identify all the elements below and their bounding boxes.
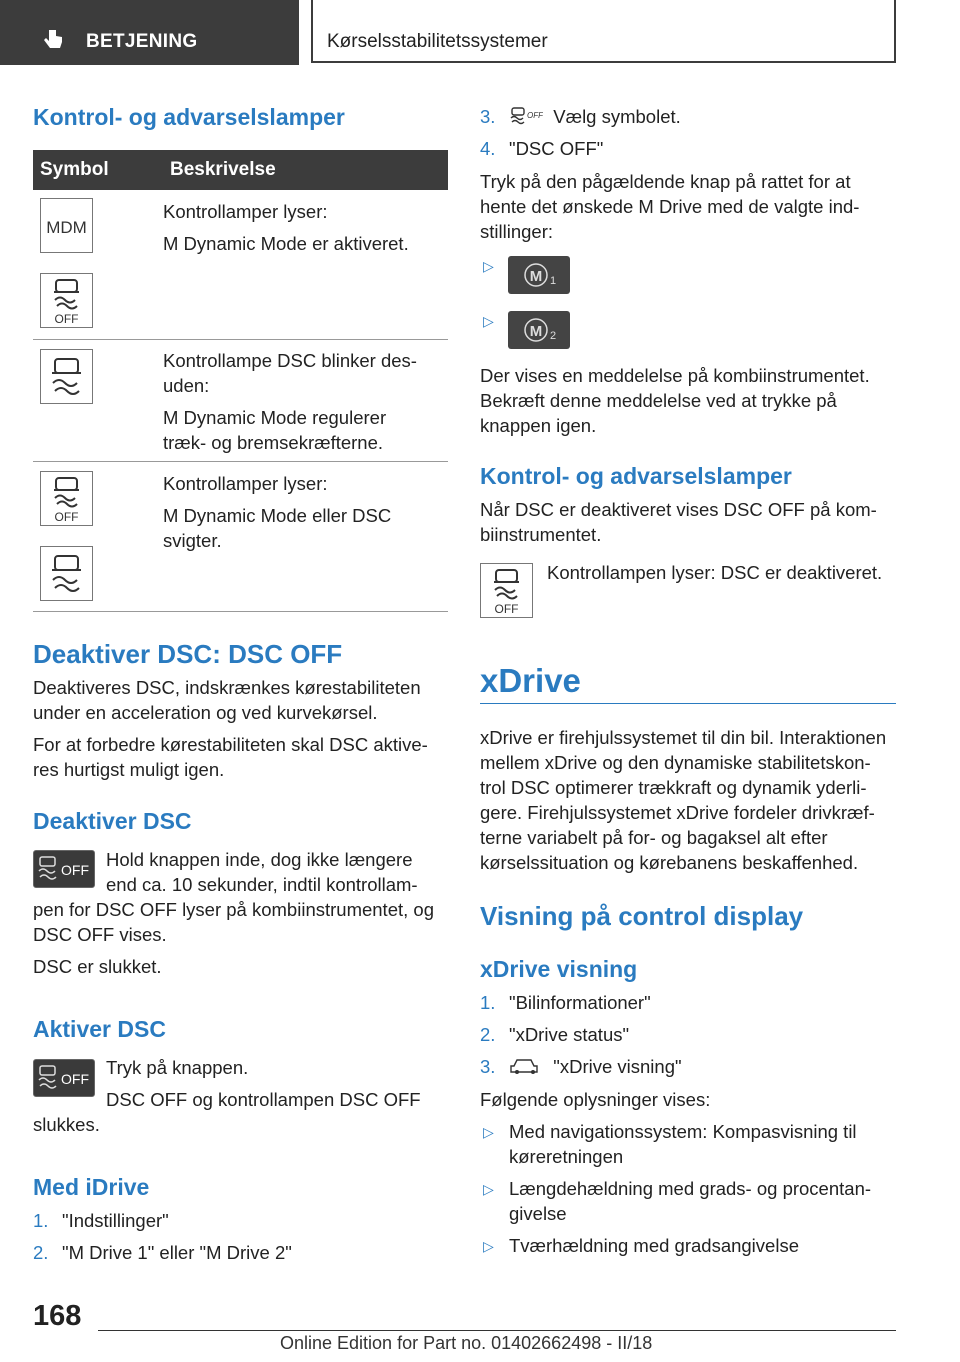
section-tab <box>0 0 299 65</box>
hand-pointer-icon <box>42 28 66 54</box>
symbol-table <box>33 150 448 190</box>
row-divider <box>33 339 448 340</box>
text-line: biinstrumentet. <box>480 524 602 545</box>
text-line: hente det ønskede M Drive med de valgte ind- <box>480 196 860 217</box>
heading-deaktiver-dsc: Deaktiver DSC <box>33 808 192 834</box>
list-item <box>33 1240 292 1265</box>
text-line: mellem xDrive og den dynamiske stabilitetskon- <box>480 752 871 773</box>
mdm-icon <box>40 198 93 253</box>
triangle-bullet-icon: ▷ <box>483 258 494 274</box>
heading-visning: Visning på control display <box>480 901 804 931</box>
row2-line: uden: <box>163 375 210 396</box>
heading-xdrive-visning: xDrive visning <box>480 956 638 982</box>
row3-line: svigter. <box>163 530 222 551</box>
list-text: "xDrive status" <box>509 1024 630 1045</box>
row1-text <box>163 199 409 256</box>
text-line: For at forbedre kørestabiliteten skal DSC aktive- <box>33 734 428 755</box>
triangle-bullet-icon: ▷ <box>483 1238 494 1254</box>
para-meddelelse <box>480 363 870 438</box>
header-symbol: Symbol <box>33 150 170 190</box>
list-text: "xDrive visning" <box>553 1056 682 1077</box>
list-number: 2. <box>480 1024 496 1045</box>
dsc-off-button-icon <box>33 850 95 888</box>
heading-xdrive: xDrive <box>480 662 581 699</box>
svg-text:M: M <box>529 323 543 340</box>
text-line: gere. Firehjulssystemet xDrive fordeler drivkræf- <box>480 802 875 823</box>
text-line: DSC er slukket. <box>33 956 162 977</box>
footer-edition: Online Edition for Part no. 01402662498 - II/18 <box>280 1333 653 1353</box>
heading-kontrol-lamper-right: Kontrol- og advarselslamper <box>480 463 792 489</box>
text-line: under en acceleration og ved kurvekørsel. <box>33 702 378 723</box>
para-xdrive <box>480 725 886 875</box>
list-item <box>480 1119 871 1169</box>
text-line: end ca. 10 sekunder, indtil kontrollam- <box>106 874 418 895</box>
row1-line: M Dynamic Mode er aktiveret. <box>163 233 409 254</box>
dsc-off-button-icon <box>33 1059 95 1097</box>
text-line: DSC OFF vises. <box>33 924 167 945</box>
text-line: Med navigationssystem: Kompasvisning til <box>509 1121 857 1142</box>
svg-text:2: 2 <box>549 330 557 342</box>
para-nar-dsc <box>480 497 877 547</box>
row1-line: Kontrollamper lyser: <box>163 201 328 222</box>
step-4 <box>480 136 603 161</box>
text-line: Længdehældning med grads- og procentan- <box>509 1178 872 1199</box>
row3-text <box>163 471 391 553</box>
footer-rule <box>98 1330 896 1331</box>
svg-text:MDM: MDM <box>46 218 87 237</box>
list-text: Vælg symbolet. <box>553 106 681 127</box>
chapter-box <box>311 0 896 63</box>
heading-aktiver-dsc: Aktiver DSC <box>33 1016 166 1042</box>
row-divider <box>33 611 448 612</box>
bullet-list <box>480 1119 871 1258</box>
list-text: "Bilinformationer" <box>509 992 651 1013</box>
svg-text:M: M <box>529 268 543 285</box>
para-tryk-rattet <box>480 169 859 244</box>
row2-line: Kontrollampe DSC blinker des- <box>163 350 417 371</box>
heading-rule <box>480 703 896 704</box>
list-number: 1. <box>33 1210 49 1231</box>
header-beskrivelse: Beskrivelse <box>170 150 448 190</box>
list-number: 1. <box>480 992 496 1013</box>
svg-text:OFF: OFF <box>61 1071 89 1087</box>
list-text: "Indstillinger" <box>62 1210 169 1231</box>
para-hold-knappen-a <box>106 847 418 897</box>
para-folgende: Følgende oplysninger vises: <box>480 1089 711 1110</box>
row2-line: træk- og bremsekræfterne. <box>163 432 384 453</box>
svg-text:1: 1 <box>549 275 557 287</box>
dsc-off-icon <box>40 273 93 328</box>
list-item <box>480 1022 682 1047</box>
list-item <box>480 1054 682 1079</box>
triangle-bullet-icon: ▷ <box>483 1181 494 1197</box>
text-line: Deaktiveres DSC, indskrænkes kørestabiliteten <box>33 677 421 698</box>
row3-line: M Dynamic Mode eller DSC <box>163 505 392 526</box>
para-dsc-slukkes-b: slukkes. <box>33 1114 100 1135</box>
row2-line: M Dynamic Mode regulerer <box>163 407 387 428</box>
dsc-icon <box>40 349 93 404</box>
text-line: res hurtigst muligt igen. <box>33 759 225 780</box>
text-line: køreretningen <box>509 1146 624 1167</box>
row3-line: Kontrollamper lyser: <box>163 473 328 494</box>
para-tryk: Tryk på knappen. <box>106 1057 249 1078</box>
list-number: 3. <box>480 1056 496 1077</box>
heading-kontrol-lamper: Kontrol- og advarselslamper <box>33 104 345 130</box>
dsc-off-icon <box>480 563 533 618</box>
idrive-list <box>33 1208 292 1265</box>
svg-text:OFF: OFF <box>54 312 79 326</box>
dsc-icon <box>40 546 93 601</box>
list-item <box>480 1233 871 1258</box>
text-line: knappen igen. <box>480 415 597 436</box>
step-3 <box>480 104 681 129</box>
list-text: "M Drive 1" eller "M Drive 2" <box>62 1242 292 1263</box>
text-line: Når DSC er deaktiveret vises DSC OFF på kom- <box>480 499 877 520</box>
car-icon <box>509 1056 543 1076</box>
list-number: 2. <box>33 1242 49 1263</box>
svg-text:OFF: OFF <box>494 602 519 616</box>
svg-text:OFF: OFF <box>61 862 89 878</box>
svg-text:OFF: OFF <box>527 111 543 120</box>
list-number: 3. <box>480 106 496 127</box>
text-line: xDrive er firehjulssystemet til din bil. Interaktionen <box>480 727 887 748</box>
row2-text <box>163 348 417 455</box>
heading-deaktiver-dsc-off: Deaktiver DSC: DSC OFF <box>33 639 343 669</box>
para-deaktiveres <box>33 675 428 782</box>
para-kontrollampen-lyser: Kontrollampen lyser: DSC er deaktiveret. <box>547 562 883 583</box>
list-item <box>480 990 682 1015</box>
list-item <box>33 1208 292 1233</box>
text-line: Bekræft denne meddelelse ved at trykke på <box>480 390 837 411</box>
text-line: pen for DSC OFF lyser på kombiinstrumentet, og <box>33 899 434 920</box>
xdrive-list <box>480 990 682 1079</box>
text-line: Tryk på den pågældende knap på rattet for at <box>480 171 851 192</box>
heading-med-idrive: Med iDrive <box>33 1174 150 1200</box>
m1-button-icon <box>508 256 570 294</box>
text-line: Der vises en meddelelse på kombiinstrumentet. <box>480 365 870 386</box>
text-line: stillinger: <box>480 221 553 242</box>
table-header <box>33 150 448 190</box>
text-line: Tværhældning med gradsangivelse <box>509 1235 799 1256</box>
text-line: givelse <box>509 1203 567 1224</box>
triangle-bullet-icon: ▷ <box>483 313 494 329</box>
para-hold-knappen-b <box>33 897 434 979</box>
page-number: 168 <box>33 1300 82 1332</box>
dsc-off-small-icon <box>509 106 543 126</box>
m2-button-icon <box>508 311 570 349</box>
list-number: 4. <box>480 138 496 159</box>
triangle-bullet-icon: ▷ <box>483 1124 494 1140</box>
text-line: terne variabelt på for- og bagaksel alt efter <box>480 827 828 848</box>
text-line: Hold knappen inde, dog ikke længere <box>106 849 413 870</box>
text-line: kørselssituation og kørebanens beskaffenhed. <box>480 852 859 873</box>
list-item <box>480 1176 871 1226</box>
dsc-off-icon <box>40 471 93 526</box>
text-line: trol DSC optimerer trækkraft og dynamik yderli- <box>480 777 867 798</box>
section-title: BETJENING <box>86 31 198 52</box>
row-divider <box>33 461 448 462</box>
para-dsc-slukkes-a: DSC OFF og kontrollampen DSC OFF <box>106 1089 421 1110</box>
chapter-title: Kørselsstabilitetssystemer <box>327 31 548 52</box>
list-text: "DSC OFF" <box>509 138 604 159</box>
svg-text:OFF: OFF <box>54 510 79 524</box>
